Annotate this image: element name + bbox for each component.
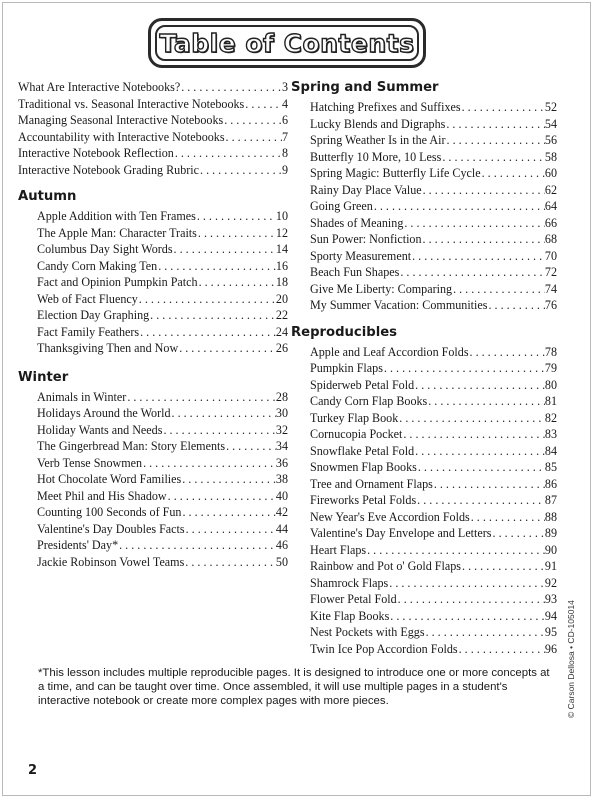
- reproducibles-list: [291, 344, 557, 658]
- dot-leader: [149, 307, 276, 324]
- toc-entry-title: Fireworks Petal Folds: [310, 493, 417, 507]
- dot-leader: [422, 182, 545, 199]
- dot-leader: [174, 145, 282, 162]
- toc-entry-title: Holiday Wants and Needs: [37, 422, 163, 437]
- dot-leader: [399, 264, 545, 281]
- dot-leader: [417, 459, 545, 476]
- toc-entry-title: Valentine's Day Doubles Facts: [37, 521, 185, 536]
- toc-entry: [291, 99, 557, 116]
- dot-leader: [181, 504, 275, 521]
- toc-entry-title: The Gingerbread Man: Story Elements: [37, 439, 226, 453]
- dot-leader: [223, 112, 282, 129]
- dot-leader: [178, 340, 276, 357]
- toc-entry-page: 84: [544, 443, 557, 458]
- toc-entry-page: 79: [544, 361, 557, 375]
- toc-entry: [291, 360, 557, 377]
- toc-entry-page: 64: [544, 199, 557, 213]
- toc-entry: [18, 422, 288, 439]
- toc-entry: [291, 231, 557, 248]
- dot-leader: [461, 99, 545, 116]
- intro-list: [18, 79, 288, 178]
- dot-leader: [492, 525, 545, 542]
- toc-entry-page: 18: [275, 275, 288, 289]
- toc-entry: [291, 608, 557, 625]
- dot-leader: [397, 591, 545, 608]
- toc-entry: [18, 96, 288, 113]
- toc-entry-title: Pumpkin Flaps: [310, 361, 383, 375]
- toc-entry-title: Web of Fact Fluency: [37, 291, 138, 306]
- toc-entry-page: 50: [275, 554, 288, 569]
- toc-entry-title: Animals in Winter: [37, 389, 127, 404]
- toc-entry-page: 80: [544, 377, 557, 392]
- toc-entry-page: 70: [544, 248, 557, 263]
- dot-leader: [142, 455, 276, 472]
- toc-entry-page: 74: [544, 281, 557, 296]
- dot-leader: [383, 360, 545, 377]
- toc-entry-page: 76: [544, 298, 557, 312]
- toc-entry-title: Kite Flap Books: [310, 608, 390, 623]
- copyright-text: © Carson Dellosa • CD-105014: [566, 600, 576, 718]
- dot-leader: [452, 281, 545, 298]
- toc-entry: [291, 182, 557, 199]
- toc-entry: [291, 116, 557, 133]
- toc-entry-title: Snowflake Petal Fold: [310, 443, 415, 458]
- toc-entry-title: Counting 100 Seconds of Fun: [37, 505, 182, 519]
- toc-entry-title: Apple and Leaf Accordion Folds: [310, 344, 469, 359]
- toc-entry: [291, 377, 557, 394]
- toc-entry-title: New Year's Eve Accordion Folds: [310, 509, 470, 524]
- toc-entry-title: Interactive Notebook Reflection: [18, 146, 174, 160]
- dot-leader: [171, 405, 276, 422]
- toc-entry-title: Columbus Day Sight Words: [37, 242, 173, 256]
- toc-entry-title: Beach Fun Shapes: [310, 265, 400, 279]
- toc-entry-title: Interactive Notebook Grading Rubric: [18, 162, 200, 177]
- toc-entry: [291, 198, 557, 215]
- toc-entry-title: Sun Power: Nonfiction: [310, 232, 422, 246]
- toc-entry-title: Turkey Flap Book: [310, 410, 399, 425]
- dot-leader: [422, 231, 545, 248]
- dot-leader: [427, 393, 545, 410]
- spring-summer-list: [291, 99, 557, 314]
- toc-entry-page: 94: [544, 608, 557, 623]
- toc-entry-title: Jackie Robinson Vowel Teams: [37, 554, 185, 569]
- dot-leader: [458, 641, 545, 658]
- toc-entry: [291, 542, 557, 559]
- toc-entry-page: 9: [281, 162, 288, 177]
- toc-entry: [18, 241, 288, 258]
- dot-leader: [126, 389, 276, 406]
- toc-entry: [18, 488, 288, 505]
- toc-entry-title: Nest Pockets with Eggs: [310, 625, 425, 639]
- toc-entry-page: 44: [275, 521, 288, 536]
- toc-entry-title: Accountability with Interactive Notebooks: [18, 129, 225, 144]
- toc-entry: [18, 405, 288, 422]
- toc-entry-page: 28: [275, 389, 288, 404]
- toc-entry: [18, 471, 288, 488]
- left-column: [18, 79, 288, 570]
- toc-entry-title: Going Green: [310, 199, 373, 213]
- toc-entry-title: Election Day Graphing: [37, 308, 150, 322]
- toc-entry-page: 92: [544, 575, 557, 590]
- toc-entry-title: Rainbow and Pot o' Gold Flaps: [310, 559, 462, 573]
- winter-list: [18, 389, 288, 571]
- toc-entry-page: 3: [281, 80, 288, 94]
- toc-entry: [291, 165, 557, 182]
- toc-entry-page: 16: [275, 258, 288, 273]
- toc-entry-title: Snowmen Flap Books: [310, 460, 417, 474]
- toc-entry-page: 89: [544, 526, 557, 540]
- toc-entry: [291, 264, 557, 281]
- toc-entry: [291, 459, 557, 476]
- toc-entry-title: Give Me Liberty: Comparing: [310, 281, 453, 296]
- toc-entry: [18, 455, 288, 472]
- toc-entry-page: 32: [275, 422, 288, 437]
- dot-leader: [446, 132, 545, 149]
- toc-entry: [18, 274, 288, 291]
- toc-entry: [291, 443, 557, 460]
- toc-entry-title: Candy Corn Flap Books: [310, 394, 428, 408]
- section-heading-autumn: Autumn: [18, 189, 77, 204]
- dot-leader: [461, 558, 545, 575]
- toc-entry-page: 90: [544, 542, 557, 557]
- toc-entry-title: Tree and Ornament Flaps: [310, 476, 433, 491]
- toc-entry: [291, 509, 557, 526]
- toc-entry-title: What Are Interactive Notebooks?: [18, 80, 181, 94]
- toc-entry-page: 40: [275, 488, 288, 503]
- dot-leader: [469, 344, 545, 361]
- toc-entry-page: 88: [544, 509, 557, 524]
- toc-entry: [291, 344, 557, 361]
- dot-leader: [157, 258, 276, 275]
- toc-entry-page: 85: [544, 460, 557, 474]
- dot-leader: [197, 225, 276, 242]
- toc-entry: [291, 393, 557, 410]
- dot-leader: [199, 162, 282, 179]
- toc-entry: [18, 537, 288, 554]
- toc-entry: [18, 521, 288, 538]
- toc-entry-page: 68: [544, 232, 557, 246]
- toc-entry-page: 52: [544, 100, 557, 114]
- toc-entry-title: Butterfly 10 More, 10 Less: [310, 149, 442, 164]
- toc-entry-page: 54: [544, 116, 557, 131]
- toc-entry: [291, 281, 557, 298]
- toc-entry-title: Lucky Blends and Digraphs: [310, 116, 446, 131]
- toc-entry: [18, 145, 288, 162]
- toc-entry: [18, 504, 288, 521]
- dot-leader: [403, 215, 545, 232]
- toc-entry: [291, 641, 557, 658]
- toc-entry-page: 95: [544, 625, 557, 639]
- toc-entry: [18, 307, 288, 324]
- toc-entry-title: Twin Ice Pop Accordion Folds: [310, 641, 458, 656]
- toc-entry: [18, 438, 288, 455]
- toc-entry-title: Valentine's Day Envelope and Letters: [310, 526, 492, 540]
- toc-entry: [18, 225, 288, 242]
- toc-entry: [291, 558, 557, 575]
- toc-entry: [291, 624, 557, 641]
- dot-leader: [225, 129, 282, 146]
- dot-leader: [441, 149, 545, 166]
- dot-leader: [373, 198, 545, 215]
- toc-entry: [291, 575, 557, 592]
- toc-entry-page: 66: [544, 215, 557, 230]
- section-heading-reproducibles: Reproducibles: [291, 324, 398, 340]
- toc-entry: [18, 112, 288, 129]
- toc-entry-title: Traditional vs. Seasonal Interactive Notebooks: [18, 96, 245, 111]
- toc-entry-page: 30: [275, 406, 288, 420]
- toc-entry-page: 78: [544, 344, 557, 359]
- page-title: Table of Contents: [159, 28, 415, 58]
- toc-entry-page: 91: [544, 559, 557, 573]
- toc-entry-page: 60: [544, 166, 557, 180]
- toc-entry: [18, 291, 288, 308]
- dot-leader: [481, 165, 545, 182]
- dot-leader: [138, 291, 276, 308]
- toc-entry-page: 22: [275, 308, 288, 322]
- dot-leader: [402, 426, 545, 443]
- right-column: [291, 77, 557, 657]
- toc-entry: [291, 492, 557, 509]
- dot-leader: [225, 438, 276, 455]
- toc-entry: [291, 476, 557, 493]
- dot-leader: [139, 324, 276, 341]
- toc-entry-page: 93: [544, 592, 557, 606]
- toc-entry: [291, 525, 557, 542]
- toc-entry-title: Apple Addition with Ten Frames: [37, 209, 196, 223]
- toc-entry-title: Spiderweb Petal Fold: [310, 377, 415, 392]
- dot-leader: [445, 116, 545, 133]
- page-number: 2: [28, 763, 38, 778]
- toc-entry-page: 6: [281, 113, 288, 127]
- toc-entry-title: Heart Flaps: [310, 542, 367, 557]
- toc-entry: [291, 410, 557, 427]
- dot-leader: [118, 537, 276, 554]
- toc-entry-page: 4: [281, 96, 288, 111]
- dot-leader: [433, 476, 545, 493]
- toc-entry-title: Spring Weather Is in the Air: [310, 133, 446, 147]
- toc-entry-page: 24: [275, 324, 288, 339]
- copyright-notice: [566, 600, 576, 728]
- dot-leader: [167, 488, 276, 505]
- toc-entry-page: 7: [281, 129, 288, 144]
- toc-entry-title: Cornucopia Pocket: [310, 427, 403, 441]
- dot-leader: [416, 492, 545, 509]
- toc-entry-page: 14: [275, 242, 288, 256]
- dot-leader: [180, 79, 282, 96]
- toc-entry: [291, 591, 557, 608]
- toc-entry-page: 8: [281, 146, 288, 160]
- toc-entry-page: 72: [544, 265, 557, 279]
- toc-entry-page: 36: [275, 455, 288, 470]
- toc-entry-title: My Summer Vacation: Communities: [310, 298, 488, 312]
- toc-entry-title: The Apple Man: Character Traits: [37, 225, 197, 240]
- dot-leader: [184, 554, 276, 571]
- toc-entry: [291, 426, 557, 443]
- dot-leader: [388, 575, 545, 592]
- toc-entry-title: Verb Tense Snowmen: [37, 455, 143, 470]
- toc-entry-title: Fact and Opinion Pumpkin Patch: [37, 275, 198, 289]
- toc-entry-title: Presidents' Day*: [37, 538, 119, 552]
- dot-leader: [389, 608, 545, 625]
- toc-entry: [18, 389, 288, 406]
- toc-entry-page: 96: [544, 641, 557, 656]
- toc-entry-title: Fact Family Feathers: [37, 324, 140, 339]
- toc-entry-title: Hot Chocolate Word Families: [37, 472, 182, 486]
- dot-leader: [398, 410, 545, 427]
- toc-entry-page: 56: [544, 133, 557, 147]
- toc-entry-page: 87: [544, 493, 557, 507]
- dot-leader: [425, 624, 545, 641]
- dot-leader: [162, 422, 275, 439]
- dot-leader: [411, 248, 545, 265]
- toc-entry: [18, 340, 288, 357]
- toc-entry-page: 12: [275, 225, 288, 240]
- dot-leader: [487, 297, 544, 314]
- toc-entry: [291, 149, 557, 166]
- dot-leader: [244, 96, 282, 113]
- toc-entry-title: Hatching Prefixes and Suffixes: [310, 100, 461, 114]
- toc-entry-page: 62: [544, 182, 557, 197]
- toc-entry-page: 82: [544, 410, 557, 425]
- toc-entry-page: 20: [275, 291, 288, 306]
- dot-leader: [470, 509, 545, 526]
- dot-leader: [414, 443, 545, 460]
- toc-entry-title: Managing Seasonal Interactive Notebooks: [18, 113, 224, 127]
- toc-entry-page: 58: [544, 149, 557, 164]
- section-heading-spring-summer: Spring and Summer: [291, 80, 439, 95]
- toc-entry-title: Spring Magic: Butterfly Life Cycle: [310, 166, 481, 180]
- toc-entry-title: Meet Phil and His Shadow: [37, 488, 167, 503]
- toc-entry: [18, 129, 288, 146]
- toc-entry: [18, 258, 288, 275]
- toc-entry-page: 42: [275, 505, 288, 519]
- dot-leader: [414, 377, 545, 394]
- title-banner: [148, 18, 426, 68]
- toc-entry: [291, 248, 557, 265]
- toc-entry: [18, 324, 288, 341]
- dot-leader: [185, 521, 276, 538]
- toc-entry-page: 38: [275, 472, 288, 486]
- dot-leader: [181, 471, 276, 488]
- toc-entry-page: 83: [544, 427, 557, 441]
- toc-entry-page: 10: [275, 209, 288, 223]
- toc-entry: [291, 215, 557, 232]
- toc-entry: [18, 162, 288, 179]
- toc-entry-title: Candy Corn Making Ten: [37, 258, 158, 273]
- toc-entry: [291, 297, 557, 314]
- title-banner-inner: [155, 25, 419, 61]
- toc-entry-title: Rainy Day Place Value: [310, 182, 422, 197]
- toc-entry-page: 46: [275, 538, 288, 552]
- autumn-list: [18, 208, 288, 357]
- toc-entry-page: 86: [544, 476, 557, 491]
- footnote: *This lesson includes multiple reproducible pages. It is designed to introduce one or more concepts at a time, and can be taught over time. Once assembled, it will use multiple pages in a student's interactive notebook or create more complex pages with more pieces.: [38, 667, 550, 708]
- toc-entry-page: 26: [275, 341, 288, 355]
- dot-leader: [173, 241, 276, 258]
- toc-entry-title: Flower Petal Fold: [310, 592, 397, 606]
- dot-leader: [196, 208, 276, 225]
- dot-leader: [198, 274, 276, 291]
- toc-entry-title: Shamrock Flaps: [310, 575, 389, 590]
- toc-entry: [291, 132, 557, 149]
- toc-entry-title: Sporty Measurement: [310, 248, 412, 263]
- toc-entry-page: 81: [544, 394, 557, 408]
- dot-leader: [366, 542, 545, 559]
- toc-entry: [18, 79, 288, 96]
- toc-entry-page: 34: [275, 439, 288, 453]
- toc-entry-title: Shades of Meaning: [310, 215, 404, 230]
- toc-entry-title: Holidays Around the World: [37, 406, 171, 420]
- section-heading-winter: Winter: [18, 369, 69, 385]
- toc-entry: [18, 208, 288, 225]
- toc-entry-title: Thanksgiving Then and Now: [37, 341, 179, 355]
- toc-entry: [18, 554, 288, 571]
